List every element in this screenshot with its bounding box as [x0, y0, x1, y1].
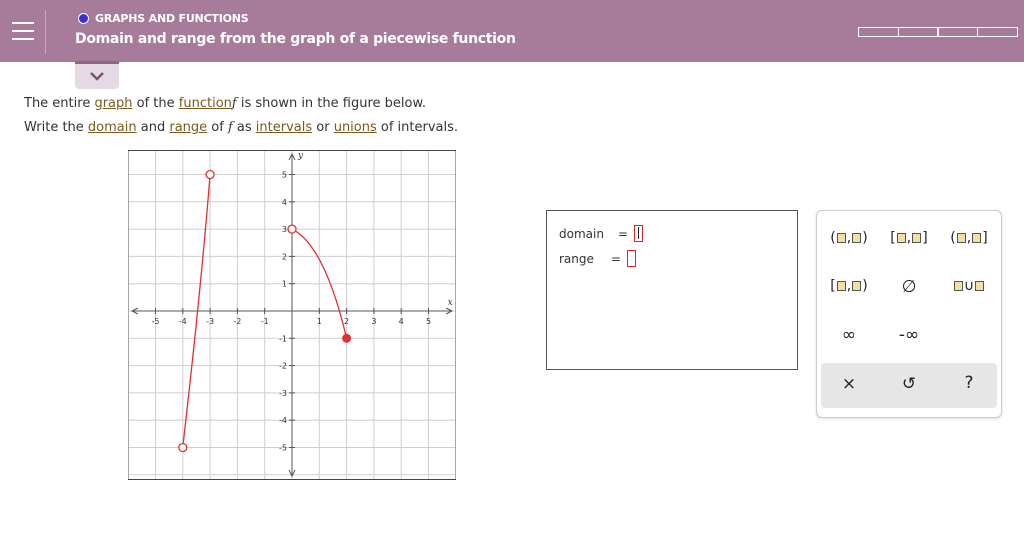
- graph-link[interactable]: graph: [94, 96, 133, 111]
- hamburger-icon-bar: [12, 38, 34, 40]
- open-endpoint: [179, 444, 187, 452]
- y-tick-label: 2: [281, 252, 287, 262]
- open-endpoint: [206, 171, 214, 179]
- top-header: [0, 0, 1024, 62]
- function-link[interactable]: function: [178, 96, 232, 111]
- y-tick-label: -2: [279, 361, 287, 371]
- y-axis-label: y: [298, 151, 304, 162]
- topic-row: [78, 12, 249, 25]
- closed-endpoint: [343, 334, 351, 342]
- open-closed-interval-button[interactable]: ( , ]: [950, 230, 988, 246]
- equals-sign: =: [610, 251, 621, 266]
- x-tick-label: -4: [178, 317, 187, 326]
- x-tick-label: -1: [260, 317, 269, 326]
- domain-label: domain: [559, 226, 604, 241]
- domain-link[interactable]: domain: [87, 120, 137, 135]
- range-row: [559, 250, 636, 267]
- text-cursor: [638, 227, 639, 239]
- closed-open-interval-button[interactable]: [ , ): [830, 278, 868, 294]
- y-tick-label: -4: [279, 416, 287, 426]
- keypad-actions: [821, 363, 997, 408]
- clear-button[interactable]: ×: [841, 374, 857, 394]
- open-open-interval-button[interactable]: ( , ): [830, 230, 868, 246]
- x-tick-label: 2: [344, 317, 350, 326]
- y-tick-label: 1: [281, 279, 287, 289]
- x-tick-label: 1: [316, 317, 322, 326]
- union-icon: ∪: [963, 278, 975, 294]
- domain-row: [559, 225, 643, 242]
- graph-svg: [128, 150, 456, 480]
- hamburger-icon-bar: [12, 30, 34, 32]
- y-tick-label: -3: [279, 388, 287, 398]
- menu-button[interactable]: [0, 10, 46, 54]
- question-text: and: [136, 120, 170, 135]
- x-axis-label: x: [447, 298, 453, 308]
- x-tick-label: 5: [425, 317, 432, 326]
- y-tick-label: -5: [279, 443, 287, 453]
- collapse-toggle[interactable]: [75, 61, 119, 89]
- x-tick-label: -3: [206, 317, 215, 326]
- y-tick-label: -1: [279, 334, 287, 344]
- hamburger-icon: [12, 22, 34, 24]
- y-tick-label: 4: [281, 197, 287, 207]
- question-text: of: [207, 120, 228, 135]
- page-title: Domain and range from the graph of a piecewise function: [75, 31, 516, 47]
- progress-segment: [898, 27, 939, 37]
- x-tick-label: -5: [151, 317, 160, 326]
- y-tick-label: 3: [281, 225, 287, 235]
- x-tick-label: -2: [233, 317, 242, 326]
- negative-infinity-button[interactable]: -∞: [898, 325, 920, 345]
- chevron-down-icon: [89, 70, 105, 82]
- range-label: range: [559, 251, 594, 266]
- question-text: as: [232, 120, 256, 135]
- empty-set-button[interactable]: ∅: [901, 277, 917, 297]
- question-text: of intervals.: [376, 120, 459, 135]
- topic-label: GRAPHS AND FUNCTIONS: [95, 12, 249, 25]
- help-button[interactable]: ?: [964, 373, 974, 393]
- f-symbol: f: [231, 96, 237, 111]
- question-text: of the: [132, 96, 179, 111]
- question-line-2: [24, 120, 458, 135]
- range-input[interactable]: [627, 250, 636, 267]
- topic-dot-icon: [78, 13, 89, 24]
- undo-button[interactable]: ↺: [901, 374, 917, 394]
- question-text: or: [312, 120, 334, 135]
- open-endpoint: [288, 225, 296, 233]
- x-tick-label: 3: [371, 317, 377, 326]
- intervals-link[interactable]: intervals: [255, 120, 313, 135]
- equals-sign: =: [617, 226, 629, 241]
- function-graph: [128, 150, 456, 480]
- range-link[interactable]: range: [169, 120, 208, 135]
- domain-input[interactable]: [634, 225, 643, 242]
- infinity-button[interactable]: ∞: [841, 325, 857, 345]
- progress-segment: [858, 27, 899, 37]
- answer-box: [546, 210, 798, 370]
- y-tick-label: 5: [281, 170, 287, 180]
- progress-bar: [858, 27, 1016, 37]
- x-tick-label: 4: [398, 317, 404, 326]
- union-button[interactable]: [941, 278, 997, 294]
- interval-keypad: [816, 210, 1002, 418]
- progress-segment: [977, 27, 1018, 37]
- question-text: Write the: [24, 120, 88, 135]
- question-text: is shown in the figure below.: [236, 96, 427, 111]
- f-symbol: f: [227, 120, 233, 135]
- question-text: The entire: [24, 96, 95, 111]
- progress-segment: [937, 27, 978, 37]
- unions-link[interactable]: unions: [333, 120, 377, 135]
- question-line-1: [24, 96, 426, 111]
- closed-closed-interval-button[interactable]: [ , ]: [890, 230, 928, 246]
